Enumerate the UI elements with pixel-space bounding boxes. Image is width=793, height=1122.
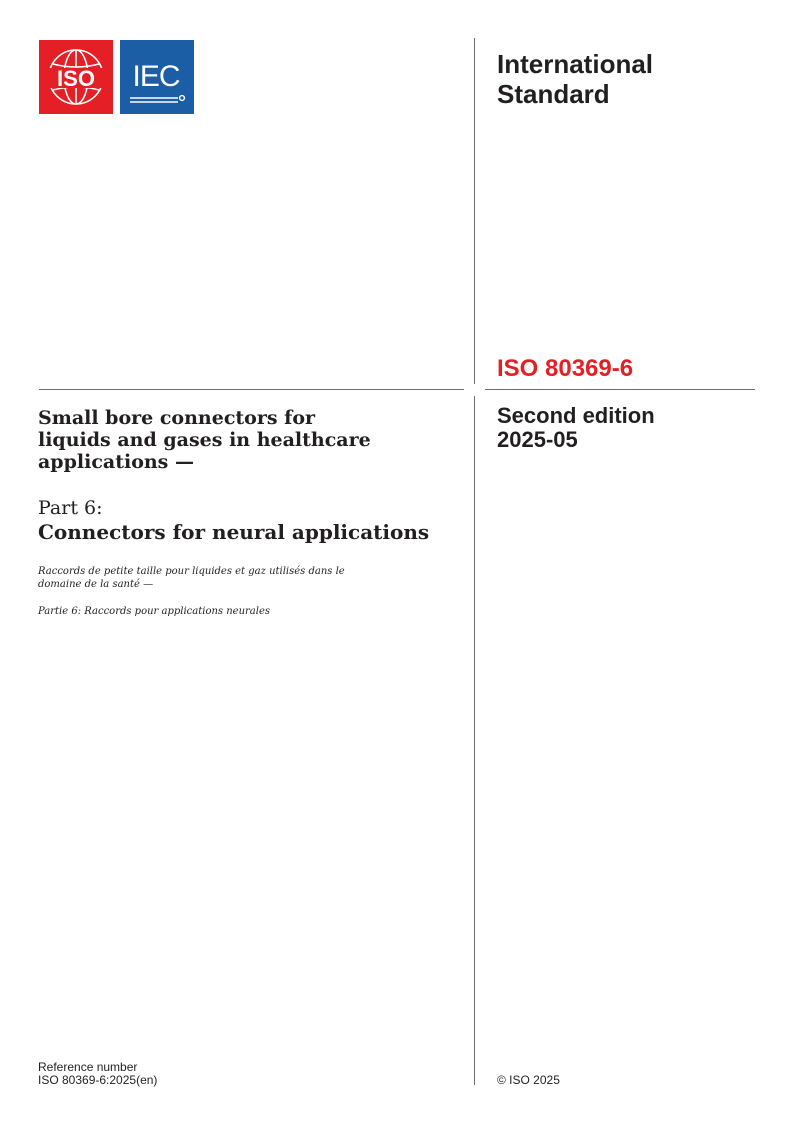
iec-mark-icon <box>120 40 194 114</box>
french-title <box>38 565 438 591</box>
document-type-line2: Standard <box>497 79 610 109</box>
iec-logo-text: IEC <box>132 60 180 93</box>
copyright-notice: © ISO 2025 <box>497 1073 560 1087</box>
french-title-line1: Raccords de petite taille pour liquides et gaz utilisés dans le <box>38 566 345 577</box>
main-title-line3: applications — <box>38 451 194 473</box>
document-number: ISO 80369-6 <box>497 355 634 382</box>
iso-logo-text: ISO <box>57 66 95 91</box>
reference-number: ISO 80369-6:2025(en) <box>38 1073 158 1087</box>
main-title-line2: liquids and gases in healthcare <box>38 429 371 451</box>
iec-logo <box>120 40 194 114</box>
edition-info <box>497 404 655 452</box>
reference-label: Reference number <box>38 1060 138 1074</box>
part-title: Connectors for neural applications <box>38 520 430 544</box>
horizontal-rule-left <box>39 389 464 390</box>
french-title-line2: domaine de la santé — <box>38 579 154 590</box>
main-title <box>38 407 438 473</box>
edition-label: Second edition <box>497 403 655 428</box>
reference-block <box>38 1061 157 1087</box>
main-title-line1: Small bore connectors for <box>38 407 316 429</box>
document-type-line1: International <box>497 49 654 79</box>
iso-globe-icon <box>39 40 113 114</box>
part-label: Part 6: <box>38 497 103 519</box>
edition-date: 2025-05 <box>497 427 578 452</box>
vertical-divider-bottom <box>474 396 475 1085</box>
french-part-title: Partie 6: Raccords pour applications neurales <box>38 606 271 617</box>
horizontal-rule-right <box>485 389 755 390</box>
vertical-divider-top <box>474 38 475 384</box>
iso-logo <box>39 40 113 114</box>
document-type <box>497 49 653 109</box>
